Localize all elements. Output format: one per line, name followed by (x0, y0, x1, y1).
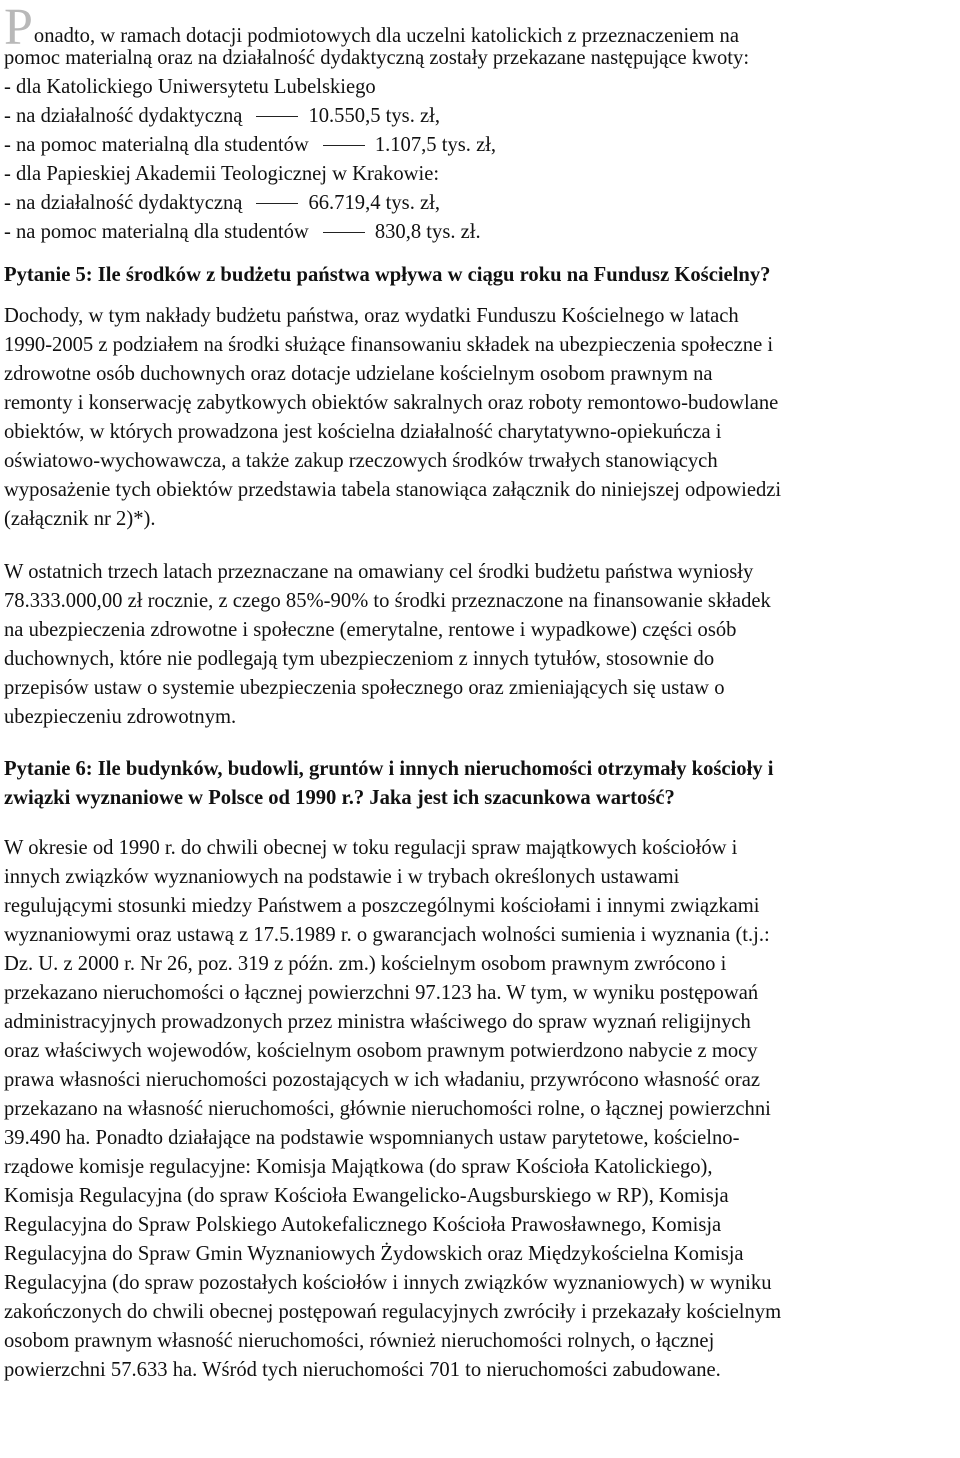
text-line: przekazano na własność nieruchomości, głównie nieruchomości rolne, o łącznej powierzchni (4, 1098, 771, 1120)
heading-line: Pytanie 6: Ile budynków, budowli, gruntów i innych nieruchomości otrzymały kościoły i (4, 758, 774, 780)
item-label: - na pomoc materialną dla studentów (4, 134, 309, 156)
dash-separator (323, 145, 365, 146)
text-line: innych związków wyznaniowych na podstawie i w trybach określonych ustawami (4, 866, 680, 888)
answer-5-paragraph-2 (4, 558, 956, 732)
drop-cap: P (4, 0, 33, 56)
text-line: 1990-2005 z podziałem na środki służące finansowaniu składek na ubezpieczenia społeczne i (4, 334, 774, 356)
intro-line: - dla Katolickiego Uniwersytetu Lubelskiego (4, 76, 376, 98)
text-line: remonty i konserwację zabytkowych obiektów sakralnych oraz roboty remontowo-budowlane (4, 392, 779, 414)
item-amount: 830,8 tys. zł. (374, 221, 481, 243)
question-6-heading (4, 755, 956, 813)
text-line: Regulacyjna do Spraw Gmin Wyznaniowych Żydowskich oraz Międzykościelna Komisja (4, 1243, 744, 1265)
text-line: 78.333.000,00 zł rocznie, z czego 85%-90% to środki przeznaczone na finansowanie składek (4, 590, 771, 612)
intro-line: pomoc materialną oraz na działalność dydaktyczną zostały przekazane następujące kwoty: (4, 47, 750, 69)
text-line: W okresie od 1990 r. do chwili obecnej w toku regulacji spraw majątkowych kościołów i (4, 837, 738, 859)
item-label: - na działalność dydaktyczną (4, 192, 243, 214)
item-amount: 10.550,5 tys. zł, (308, 105, 441, 127)
intro-section (4, 0, 956, 247)
text-line: na ubezpieczenia zdrowotne i społeczne (emerytalne, rentowe i wypadkowe) części osób (4, 619, 737, 641)
answer-5-paragraph-1 (4, 302, 956, 534)
text-line: przekazano nieruchomości o łącznej powierzchni 97.123 ha. W tym, w wyniku postępowań (4, 982, 759, 1004)
dash-separator (323, 232, 365, 233)
text-line: administracyjnych prowadzonych przez ministra właściwego do spraw wyznań religijnych (4, 1011, 751, 1033)
dash-separator (256, 203, 298, 204)
text-line: powierzchni 57.633 ha. Wśród tych nieruchomości 701 to nieruchomości zabudowane. (4, 1359, 721, 1381)
answer-6-paragraph (4, 834, 956, 1385)
intro-first-line (4, 0, 956, 56)
text-line: 39.490 ha. Ponadto działające na podstawie wspomnianych ustaw parytetowe, kościelno- (4, 1127, 740, 1149)
pat-item-student-aid (4, 218, 956, 247)
text-line: Dochody, w tym nakłady budżetu państwa, oraz wydatki Funduszu Kościelnego w latach (4, 305, 739, 327)
text-line: prawa własności nieruchomości pozostających w ich władaniu, przywrócono własność oraz (4, 1069, 760, 1091)
text-line: (załącznik nr 2)*). (4, 508, 156, 530)
text-line: obiektów, w których prowadzona jest kościelna działalność charytatywno-opiekuńcza i (4, 421, 722, 443)
text-line: duchownych, które nie podlegają tym ubezpieczeniom z innych tytułów, stosownie do (4, 648, 715, 670)
kul-item-student-aid (4, 131, 956, 160)
pat-item-didactic (4, 189, 956, 218)
text-line: oświatowo-wychowawcza, a także zakup rzeczowych środków trwałych stanowiących (4, 450, 718, 472)
item-label: - na działalność dydaktyczną (4, 105, 243, 127)
item-amount: 1.107,5 tys. zł, (374, 134, 497, 156)
text-line: oraz właściwych wojewodów, kościelnym osobom prawnym potwierdzono nabycie z mocy (4, 1040, 758, 1062)
item-label: - na pomoc materialną dla studentów (4, 221, 309, 243)
text-line: W ostatnich trzech latach przeznaczane na omawiany cel środki budżetu państwa wyniosły (4, 561, 754, 583)
text-line: regulującymi stosunki miedzy Państwem a poszczególnymi kościołami i innymi związkami (4, 895, 760, 917)
text-line: wyznaniowymi oraz ustawą z 17.5.1989 r. o gwarancjach wolności sumienia i wyznania (t.j.: (4, 924, 770, 946)
dash-separator (256, 116, 298, 117)
text-line: Regulacyjna (do spraw pozostałych kościołów i innych związków wyznaniowych) w wyniku (4, 1272, 772, 1294)
text-line: Dz. U. z 2000 r. Nr 26, poz. 319 z późn. zm.) kościelnym osobom prawnym zwrócono i (4, 953, 727, 975)
text-line: przepisów ustaw o systemie ubezpieczenia społecznego oraz zmieniających się ustaw o (4, 677, 725, 699)
item-amount: 66.719,4 tys. zł, (308, 192, 441, 214)
text-line: Komisja Regulacyjna (do spraw Kościoła Ewangelicko-Augsburskiego w RP), Komisja (4, 1185, 729, 1207)
text-line: wyposażenie tych obiektów przedstawia tabela stanowiąca załącznik do niniejszej odpowiedzi (4, 479, 782, 501)
kul-item-didactic (4, 102, 956, 131)
pat-heading: - dla Papieskiej Akademii Teologicznej w Krakowie: (4, 163, 440, 185)
text-line: Regulacyjna do Spraw Polskiego Autokefalicznego Kościoła Prawosławnego, Komisja (4, 1214, 722, 1236)
intro-first-line-text: onadto, w ramach dotacji podmiotowych dla uczelni katolickich z przeznaczeniem na (33, 25, 739, 47)
question-5-heading: Pytanie 5: Ile środków z budżetu państwa wpływa w ciągu roku na Fundusz Kościelny? (4, 264, 771, 286)
text-line: rządowe komisje regulacyjne: Komisja Majątkowa (do spraw Kościoła Katolickiego), (4, 1156, 713, 1178)
text-line: zdrowotne osób duchownych oraz dotacje udzielane kościelnym osobom prawnym na (4, 363, 713, 385)
text-line: osobom prawnym własność nieruchomości, również nieruchomości rolnych, o łącznej (4, 1330, 715, 1352)
heading-line: związki wyznaniowe w Polsce od 1990 r.? Jaka jest ich szacunkowa wartość? (4, 787, 675, 809)
text-line: ubezpieczeniu zdrowotnym. (4, 706, 237, 728)
text-line: zakończonych do chwili obecnej postępowań regulacyjnych zwróciły i przekazały kościelnym (4, 1301, 782, 1323)
